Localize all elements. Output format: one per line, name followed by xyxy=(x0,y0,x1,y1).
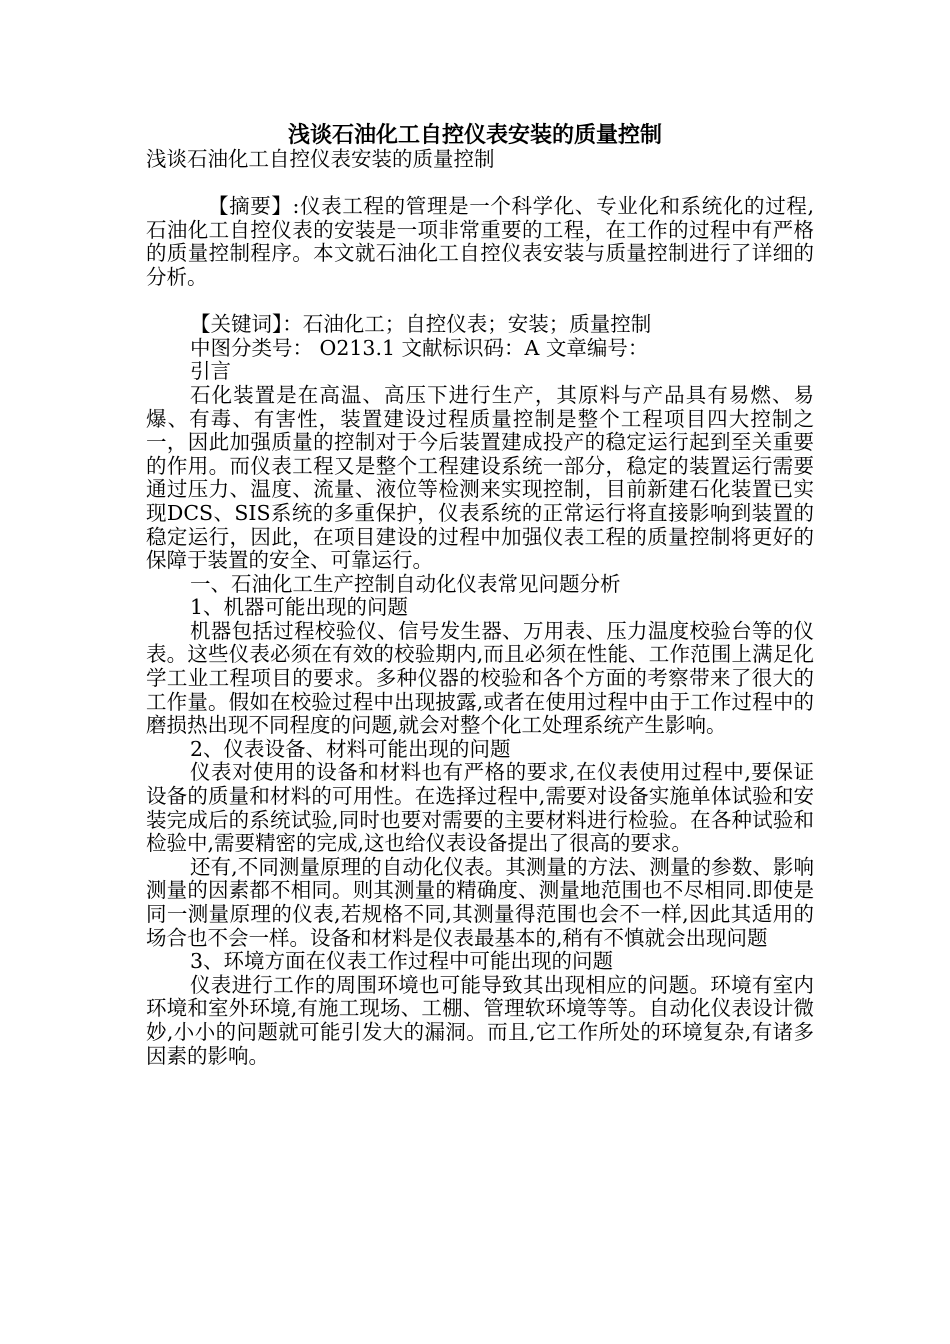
subsection-1-heading: 1、机器可能出现的问题 xyxy=(190,595,409,620)
blank-line xyxy=(146,172,814,196)
subsection-2-heading: 2、仪表设备、材料可能出现的问题 xyxy=(190,736,511,761)
subsection-3-heading: 3、环境方面在仪表工作过程中可能出现的问题 xyxy=(190,949,614,974)
subsection-1-paragraph: 机器包括过程校验仪、信号发生器、万用表、压力温度校验台等的仪表。这些仪表必须在有效的校验期内,而且必须在性能、工作范围上满足化学工业工程项目的要求。多种仪器的校验和各个方面的考察带来了很大的工作量。假如在校验过程中出现披露,或者在使用过程中由于工作过程中的磨损热出现不同程度的问题,就会对整个化工处理系统产生影响。 xyxy=(146,618,814,738)
subsection-3-paragraph: 仪表进行工作的周围环境也可能导致其出现相应的问题。环境有室内环境和室外环境,有施工现场、工棚、管理软环境等等。自动化仪表设计微妙,小小的问题就可能引发大的漏洞。而且,它工作所处的环境复杂,有诸多因素的影响。 xyxy=(146,972,814,1068)
document-subtitle: 浅谈石油化工自控仪表安装的质量控制 xyxy=(146,147,495,171)
section-1-heading: 一、石油化工生产控制自动化仪表常见问题分析 xyxy=(190,571,621,596)
document-body xyxy=(146,148,814,1068)
subsection-2-paragraph-2: 还有,不同测量原理的自动化仪表。其测量的方法、测量的参数、影响测量的因素都不相同。则其测量的精确度、测量地范围也不尽相同.即使是同一测量原理的仪表,若规格不同,其测量得范围也会不一样,因此其适用的场合也不会一样。设备和材料是仪表最基本的,稍有不慎就会出现问题 xyxy=(146,854,814,950)
document-heading: 浅谈石油化工自控仪表安装的质量控制 xyxy=(287,122,662,148)
subsection-2-paragraph-1: 仪表对使用的设备和材料也有严格的要求,在仪表使用过程中,要保证设备的质量和材料的可用性。在选择过程中,需要对设备实施单体试验和安装完成后的系统试验,同时也要对需要的主要材料进行检验。在各种试验和检验中,需要精密的完成,这也给仪表设备提出了很高的要求。 xyxy=(146,760,814,856)
classification-line: 中图分类号： O213.1 文献标识码：A 文章编号： xyxy=(190,335,649,360)
abstract-paragraph: 【摘要】:仪表工程的管理是一个科学化、专业化和系统化的过程,石油化工自控仪表的安装是一项非常重要的工程，在工作的过程中有严格的质量控制程序。本文就石油化工自控仪表安装与质量控制进行了详细的分析。 xyxy=(146,194,814,289)
intro-paragraph: 石化装置是在高温、高压下进行生产，其原料与产品具有易燃、易爆、有毒、有害性，装置建设过程质量控制是整个工程项目四大控制之一，因此加强质量的控制对于今后装置建成投产的稳定运行起到至关重要的作用。而仪表工程又是整个工程建设系统一部分，稳定的装置运行需要通过压力、温度、流量、液位等检测来实现控制，目前新建石化装置已实现DCS、SIS系统的多重保护，仪表系统的正常运行将直接影响到装置的稳定运行，因此，在项目建设的过程中加强仪表工程的质量控制将更好的保障于装置的安全、可靠运行。 xyxy=(146,382,814,573)
blank-line xyxy=(146,290,814,314)
keywords-line: 【关键词】：石油化工；自控仪表；安装；质量控制 xyxy=(190,312,652,337)
intro-heading: 引言 xyxy=(190,359,231,384)
